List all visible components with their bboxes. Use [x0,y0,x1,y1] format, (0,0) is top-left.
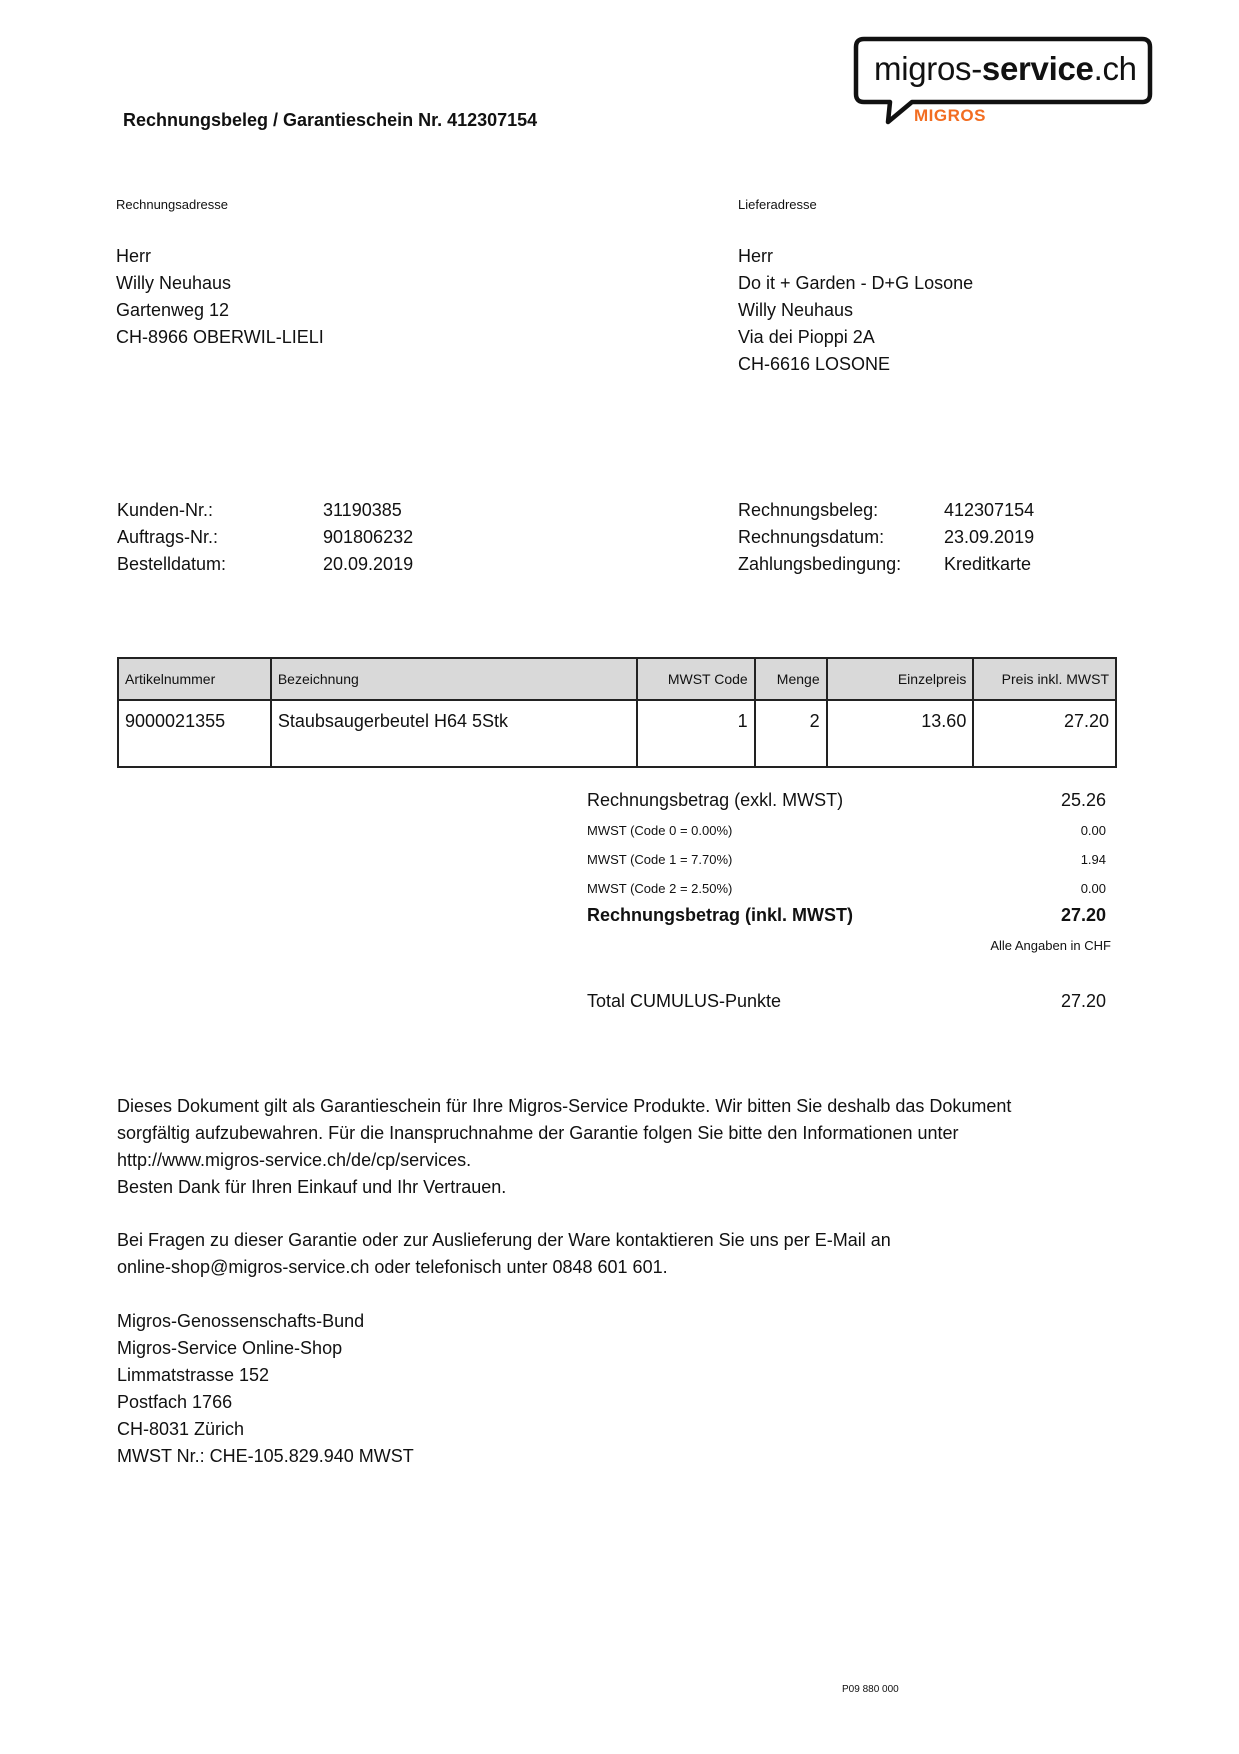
address-line: CH-8966 OBERWIL-LIELI [116,327,324,347]
migros-service-logo [852,36,1154,130]
vat-code1-label: MWST (Code 1 = 7.70%) [587,852,733,867]
table-row [118,700,1116,767]
address-line: Herr [116,246,151,266]
vat-code1-value: 1.94 [1080,852,1106,867]
company-line: MWST Nr.: CHE-105.829.940 MWST [117,1446,414,1466]
vat-code2-value: 0.00 [1080,881,1106,896]
document-title: Rechnungsbeleg / Garantieschein Nr. 412307154 [123,110,538,130]
invoice-receipt-label: Rechnungsbeleg: [738,500,879,520]
address-line: Gartenweg 12 [116,300,230,320]
column-header: Menge [755,658,827,700]
total-price: 27.20 [973,700,1116,767]
vat-code2-label: MWST (Code 2 = 2.50%) [587,881,733,896]
logo-migros: MIGROS [914,106,986,125]
article-number: 9000021355 [118,700,271,767]
invoice-receipt-number: 412307154 [944,500,1035,520]
billing-address-label: Rechnungsadresse [116,197,229,212]
vat-code: 1 [637,700,755,767]
payment-terms-label: Zahlungsbedingung: [738,554,902,574]
vat-code0-value: 0.00 [1080,823,1106,838]
address-line: Willy Neuhaus [116,273,232,293]
column-header: Preis inkl. MWST [973,658,1116,700]
notice-line: Besten Dank für Ihren Einkauf und Ihr Vertrauen. [117,1177,507,1197]
customer-number: 31190385 [323,500,402,520]
total-incl-label: Rechnungsbetrag (inkl. MWST) [587,905,854,925]
total-incl-value: 27.20 [1060,905,1106,925]
guarantee-notice [117,1093,1011,1201]
contact-notice [117,1227,891,1281]
company-line: CH-8031 Zürich [117,1419,245,1439]
company-line: Postfach 1766 [117,1392,233,1412]
quantity: 2 [755,700,827,767]
company-address [117,1308,414,1470]
info-left-labels [117,497,226,578]
address-line: Via dei Pioppi 2A [738,327,875,347]
payment-terms: Kreditkarte [944,554,1032,574]
info-right-labels [738,497,901,578]
address-line: CH-6616 LOSONE [738,354,891,374]
invoice-date: 23.09.2019 [944,527,1035,547]
company-line: Limmatstrasse 152 [117,1365,270,1385]
address-line: Willy Neuhaus [738,300,854,320]
order-number: 901806232 [323,527,414,547]
vat-code0-label: MWST (Code 0 = 0.00%) [587,823,733,838]
column-header: Artikelnummer [118,658,271,700]
total-excl-label: Rechnungsbetrag (exkl. MWST) [587,790,844,810]
notice-line: online-shop@migros-service.ch oder telefonisch unter 0848 601 601. [117,1257,668,1277]
logo-wordmark: migros-service.ch [874,50,1137,87]
delivery-address-label: Lieferadresse [738,197,817,212]
table-header-row [118,658,1116,700]
invoice-date-label: Rechnungsdatum: [738,527,885,547]
notice-line: http://www.migros-service.ch/de/cp/services. [117,1150,472,1170]
notice-line: Dieses Dokument gilt als Garantieschein für Ihre Migros-Service Produkte. Wir bitten Sie deshalb das Dokument [117,1096,1012,1116]
column-header: MWST Code [637,658,755,700]
order-date: 20.09.2019 [323,554,414,574]
order-date-label: Bestelldatum: [117,554,227,574]
unit-price: 13.60 [827,700,974,767]
info-left-values [323,497,413,578]
article-description: Staubsaugerbeutel H64 5Stk [271,700,637,767]
address-line: Do it + Garden - D+G Losone [738,273,974,293]
order-number-label: Auftrags-Nr.: [117,527,219,547]
items-table [117,657,1117,768]
notice-line: Bei Fragen zu dieser Garantie oder zur Auslieferung der Ware kontaktieren Sie uns per E-Mail an [117,1230,891,1250]
currency-note: Alle Angaben in CHF [990,938,1111,953]
cumulus-value: 27.20 [1060,991,1106,1011]
company-line: Migros-Service Online-Shop [117,1338,343,1358]
customer-number-label: Kunden-Nr.: [117,500,214,520]
column-header: Einzelpreis [827,658,974,700]
document-code: P09 880 000 [842,1684,899,1695]
notice-line: sorgfältig aufzubewahren. Für die Inanspruchnahme der Garantie folgen Sie bitte den Informationen unter [117,1123,959,1143]
company-line: Migros-Genossenschafts-Bund [117,1311,365,1331]
address-line: Herr [738,246,773,266]
column-header: Bezeichnung [271,658,637,700]
cumulus-label: Total CUMULUS-Punkte [587,991,782,1011]
delivery-address [738,243,973,378]
total-excl-value: 25.26 [1060,790,1106,810]
billing-address [116,243,324,351]
info-right-values [944,497,1034,578]
